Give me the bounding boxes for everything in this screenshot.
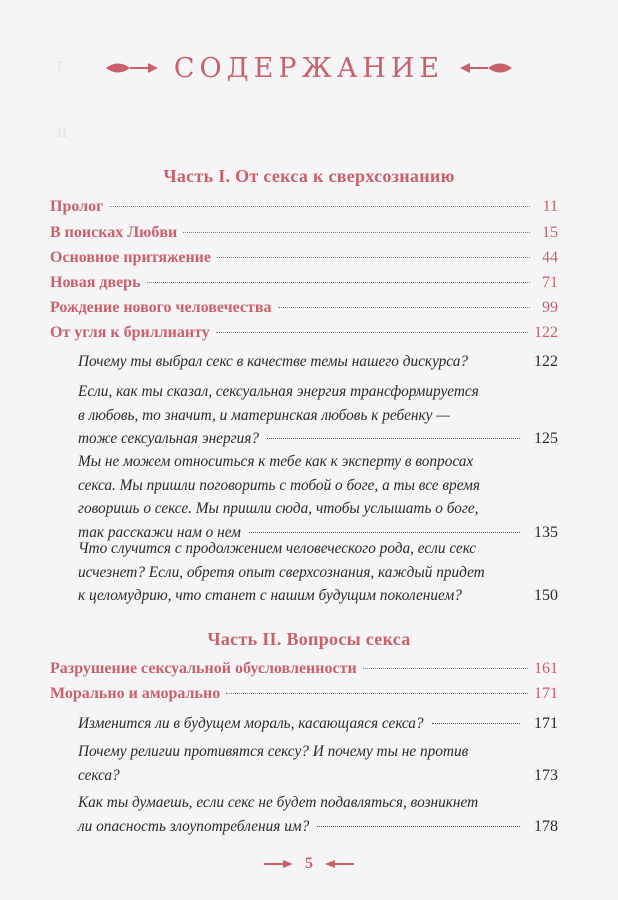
question-text: Что случится с продолжением человеческого рода, если секс bbox=[78, 540, 477, 557]
chapter-title: В поисках Любви bbox=[50, 224, 178, 241]
bleed-through-mark: и bbox=[57, 122, 68, 141]
dot-leader bbox=[363, 668, 528, 669]
toc-chapter-entry[interactable] bbox=[50, 685, 558, 707]
bleed-through-mark: г bbox=[57, 55, 66, 74]
chapter-title: Пролог bbox=[50, 198, 104, 215]
toc-chapter-entry[interactable] bbox=[50, 299, 558, 321]
question-text: ли опасность злоупотребления им? bbox=[78, 817, 310, 835]
toc-question-entry[interactable] bbox=[78, 380, 558, 451]
toc-chapter-entry[interactable] bbox=[50, 224, 558, 246]
toc-question-entry[interactable] bbox=[78, 712, 558, 736]
question-text: Почему религии противятся сексу? И почему ты не против bbox=[78, 743, 469, 760]
question-page-number: 178 bbox=[534, 817, 558, 835]
question-page-number: 122 bbox=[534, 353, 558, 370]
chapter-title: Морально и аморально bbox=[50, 685, 221, 702]
toc-chapter-entry[interactable] bbox=[50, 274, 558, 296]
question-page-number: 150 bbox=[534, 587, 558, 604]
toc-chapter-entry[interactable] bbox=[50, 249, 558, 271]
chapter-page-number: 171 bbox=[534, 685, 558, 702]
dot-leader bbox=[249, 532, 520, 533]
question-text: Мы не можем относиться к тебе как к эксперту в вопросах bbox=[78, 453, 474, 470]
toc-chapter-entry[interactable] bbox=[50, 660, 558, 682]
chapter-title: Новая дверь bbox=[50, 274, 141, 291]
toc-chapter-entry[interactable] bbox=[50, 198, 558, 220]
page-footer bbox=[0, 852, 618, 876]
question-text: тоже сексуальная энергия? bbox=[78, 430, 259, 447]
question-text: секса. Мы пришли поговорить с тобой о боге, а ты все время bbox=[78, 476, 480, 494]
page-title: СОДЕРЖАНИЕ bbox=[173, 52, 445, 84]
dot-leader bbox=[216, 332, 528, 333]
dot-leader bbox=[278, 307, 531, 308]
question-text: Почему ты выбрал секс в качестве темы нашего дискурса? bbox=[78, 353, 468, 370]
page-number: 5 bbox=[305, 855, 313, 872]
chapter-page-number: 15 bbox=[542, 224, 558, 241]
dot-leader bbox=[432, 723, 520, 724]
question-text: секса? bbox=[78, 766, 120, 784]
chapter-page-number: 44 bbox=[542, 249, 558, 266]
toc-chapter-entry[interactable] bbox=[50, 324, 558, 346]
question-text: исчезнет? Если, обретя опыт сверхсознания, каждый придет bbox=[78, 563, 485, 581]
dot-leader bbox=[109, 206, 530, 207]
chapter-page-number: 71 bbox=[542, 274, 558, 291]
toc-question-entry[interactable] bbox=[78, 740, 558, 787]
right-footer-ornament-icon bbox=[323, 858, 355, 870]
question-text: в любовь, то значит, и материнская любовь к ребенку — bbox=[78, 406, 450, 424]
question-text: так расскажи нам о нем bbox=[78, 523, 241, 541]
question-page-number: 173 bbox=[534, 766, 558, 784]
toc-question-entry[interactable] bbox=[78, 450, 558, 544]
toc-question-entry[interactable] bbox=[78, 350, 558, 374]
chapter-title: Рождение нового человечества bbox=[50, 299, 272, 316]
question-page-number: 135 bbox=[534, 523, 558, 541]
dot-leader bbox=[147, 282, 530, 283]
dot-leader bbox=[317, 826, 520, 827]
chapter-title: Основное притяжение bbox=[50, 249, 211, 266]
dot-leader bbox=[183, 232, 530, 233]
chapter-title: От угля к бриллианту bbox=[50, 324, 210, 341]
toc-question-entry[interactable] bbox=[78, 537, 558, 608]
dot-leader bbox=[217, 257, 530, 258]
question-text: Как ты думаешь, если секс не будет подавляться, возникнет bbox=[78, 794, 479, 811]
toc-question-entry[interactable] bbox=[78, 791, 558, 838]
chapter-title: Разрушение сексуальной обусловленности bbox=[50, 660, 357, 677]
part-heading: Часть I. От секса к сверхсознанию bbox=[163, 166, 455, 186]
dot-leader bbox=[267, 438, 520, 439]
chapter-page-number: 11 bbox=[542, 198, 558, 215]
question-text: Если, как ты сказал, сексуальная энергия трансформируется bbox=[78, 383, 479, 400]
part-heading: Часть II. Вопросы секса bbox=[207, 629, 411, 649]
dot-leader bbox=[226, 693, 528, 694]
right-ornament-icon bbox=[458, 60, 514, 76]
question-text: Изменится ли в будущем мораль, касающаяся секса? bbox=[78, 715, 424, 732]
question-page-number: 125 bbox=[534, 430, 558, 447]
question-page-number: 171 bbox=[534, 715, 558, 732]
left-footer-ornament-icon bbox=[263, 858, 295, 870]
question-text: говоришь о сексе. Мы пришли сюда, чтобы услышать о боге, bbox=[78, 500, 479, 517]
chapter-page-number: 122 bbox=[534, 324, 558, 341]
chapter-page-number: 161 bbox=[534, 660, 558, 677]
chapter-page-number: 99 bbox=[542, 299, 558, 316]
title-row bbox=[0, 50, 618, 86]
question-text: к целомудрию, что станет с нашим будущим поколением? bbox=[78, 587, 462, 604]
left-ornament-icon bbox=[104, 60, 160, 76]
